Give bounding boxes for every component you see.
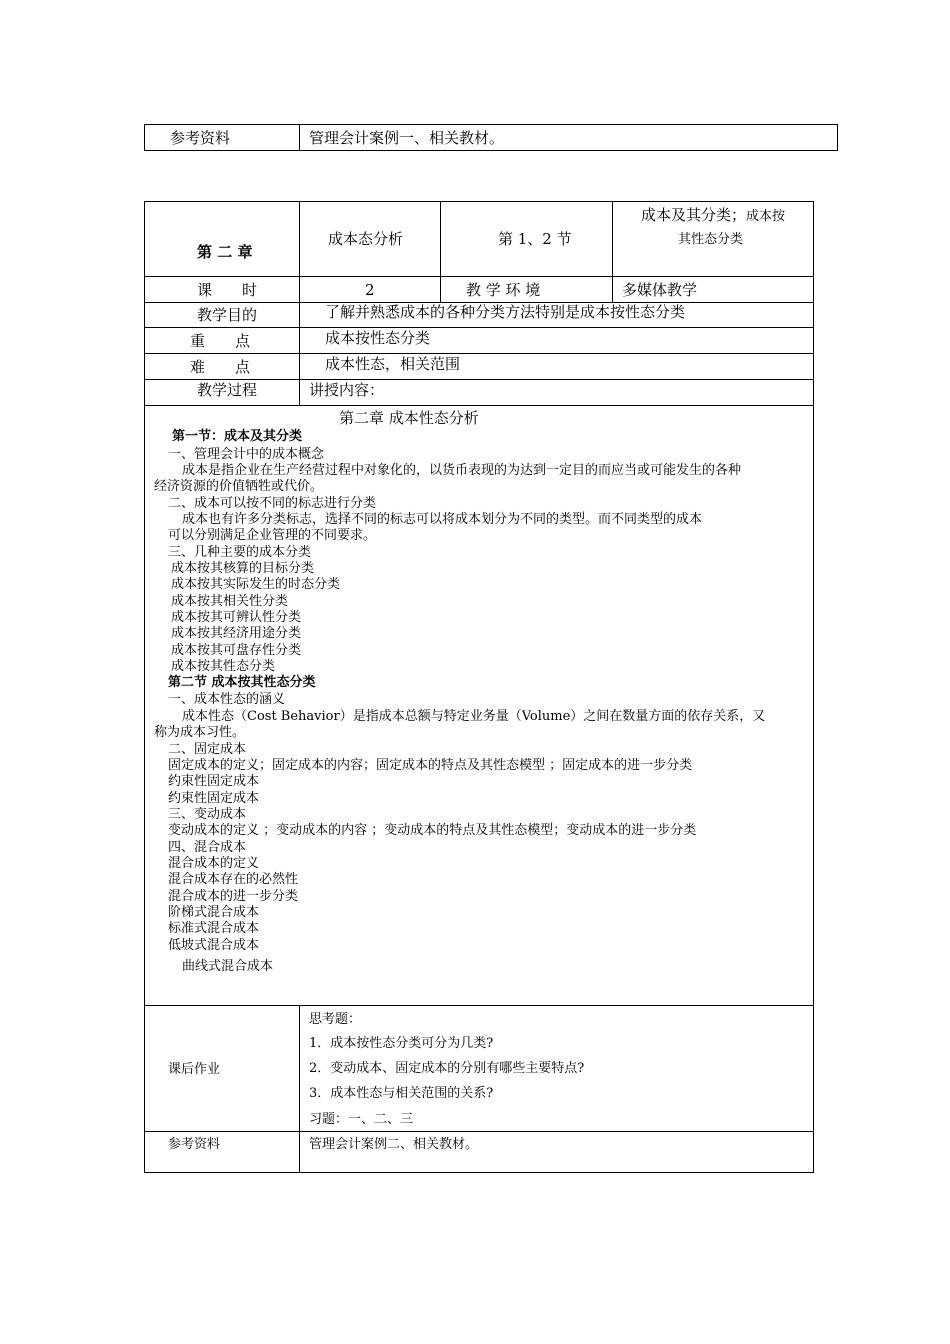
content-line: 低坡式混合成本 bbox=[168, 938, 260, 953]
process-value: 讲授内容： bbox=[309, 381, 385, 399]
col-divider bbox=[612, 201, 613, 302]
hours-label: 课 时 bbox=[197, 281, 258, 299]
key-label: 重 点 bbox=[190, 332, 251, 350]
content-heading: 第二章 成本性态分析 bbox=[339, 409, 479, 427]
row-divider bbox=[144, 276, 814, 277]
env-value: 多媒体教学 bbox=[622, 281, 698, 299]
content-line: 二、固定成本 bbox=[168, 742, 247, 757]
reference-value: 管理会计案例二、相关教材。 bbox=[309, 1137, 479, 1152]
content-line: 一、成本性态的涵义 bbox=[168, 692, 286, 707]
col-divider bbox=[299, 1005, 300, 1173]
row-divider bbox=[144, 1131, 814, 1132]
content-line: 成本性态（Cost Behavior）是指成本总额与特定业务量（Volume）之间在数量方面的依存关系，又 bbox=[182, 709, 766, 724]
homework-question-2: 2．变动成本、固定成本的分别有哪些主要特点? bbox=[309, 1061, 585, 1076]
section-heading: 第二节 成本按其性态分类 bbox=[168, 675, 316, 690]
row-divider bbox=[144, 379, 814, 380]
key-value: 成本按性态分类 bbox=[325, 329, 431, 347]
top-reference-value: 管理会计案例一、相关教材。 bbox=[309, 129, 505, 147]
content-line: 一、管理会计中的成本概念 bbox=[168, 447, 325, 462]
homework-label: 课后作业 bbox=[168, 1062, 221, 1077]
homework-question-3: 3．成本性态与相关范围的关系? bbox=[309, 1086, 494, 1101]
homework-question-1: 1．成本按性态分类可分为几类? bbox=[309, 1036, 494, 1051]
goal-value: 了解并熟悉成本的各种分类方法特别是成本按性态分类 bbox=[325, 303, 686, 321]
content-line: 成本也有许多分类标志，选择不同的标志可以将成本划分为不同的类型。而不同类型的成本 bbox=[182, 512, 703, 527]
content-line: 经济资源的价值牺牲或代价。 bbox=[154, 479, 324, 494]
content-line: 二、成本可以按不同的标志进行分类 bbox=[168, 496, 377, 511]
env-label: 教 学 环 境 bbox=[466, 281, 541, 299]
top-table-divider bbox=[299, 124, 300, 151]
topic-line1-a: 成本及其分类； bbox=[641, 206, 747, 224]
content-line: 成本是指企业在生产经营过程中对象化的，以货币表现的为达到一定目的而应当或可能发生的各种 bbox=[182, 463, 742, 478]
homework-exercise: 习题：一、二、三 bbox=[309, 1112, 414, 1127]
content-line: 标准式混合成本 bbox=[168, 921, 260, 936]
content-line: 混合成本的进一步分类 bbox=[168, 889, 299, 904]
content-line: 曲线式混合成本 bbox=[182, 959, 274, 974]
content-line: 约束性固定成本 bbox=[168, 791, 260, 806]
chapter-title: 成本态分析 bbox=[328, 230, 404, 248]
section-label: 第 1、2 节 bbox=[498, 230, 572, 248]
content-line: 固定成本的定义；固定成本的内容；固定成本的特点及其性态模型 ；固定成本的进一步分类 bbox=[168, 758, 693, 773]
content-line: 成本按其核算的目标分类 bbox=[171, 561, 315, 576]
row-divider bbox=[144, 353, 814, 354]
content-line: 成本按其可辨认性分类 bbox=[171, 610, 302, 625]
row-divider bbox=[144, 1005, 814, 1006]
topic-line1 bbox=[641, 207, 785, 223]
difficulty-value: 成本性态，相关范围 bbox=[325, 355, 461, 373]
process-label: 教学过程 bbox=[197, 381, 258, 399]
content-line: 四、混合成本 bbox=[168, 840, 247, 855]
hours-value: 2 bbox=[365, 281, 375, 299]
content-line: 变动成本的定义 ；变动成本的内容 ；变动成本的特点及其性态模型；变动成本的进一步分类 bbox=[168, 823, 697, 838]
chapter-label: 第 二 章 bbox=[197, 243, 253, 261]
topic-line1-b: 成本按 bbox=[746, 209, 786, 224]
content-line: 约束性固定成本 bbox=[168, 774, 260, 789]
reference-label: 参考资料 bbox=[168, 1137, 221, 1152]
homework-intro: 思考题： bbox=[309, 1012, 362, 1027]
content-line: 阶梯式混合成本 bbox=[168, 905, 260, 920]
content-line: 成本按其性态分类 bbox=[171, 659, 276, 674]
col-divider bbox=[440, 201, 441, 302]
content-line: 混合成本存在的必然性 bbox=[168, 872, 299, 887]
content-line: 成本按其实际发生的时态分类 bbox=[171, 577, 341, 592]
goal-label: 教学目的 bbox=[197, 306, 258, 324]
content-line: 可以分别满足企业管理的不同要求。 bbox=[168, 528, 377, 543]
content-line: 三、几种主要的成本分类 bbox=[168, 545, 312, 560]
content-line: 三、变动成本 bbox=[168, 807, 247, 822]
top-reference-label: 参考资料 bbox=[170, 129, 231, 147]
content-line: 称为成本习性。 bbox=[154, 725, 246, 740]
content-line: 成本按其可盘存性分类 bbox=[171, 643, 302, 658]
col-divider bbox=[299, 201, 300, 405]
section-heading: 第一节：成本及其分类 bbox=[172, 429, 303, 444]
row-divider bbox=[144, 327, 814, 328]
difficulty-label: 难 点 bbox=[190, 358, 251, 376]
content-line: 成本按其经济用途分类 bbox=[171, 626, 302, 641]
content-line: 成本按其相关性分类 bbox=[171, 594, 289, 609]
row-divider bbox=[144, 405, 814, 406]
content-line: 混合成本的定义 bbox=[168, 856, 260, 871]
topic-line2: 其性态分类 bbox=[678, 232, 744, 247]
